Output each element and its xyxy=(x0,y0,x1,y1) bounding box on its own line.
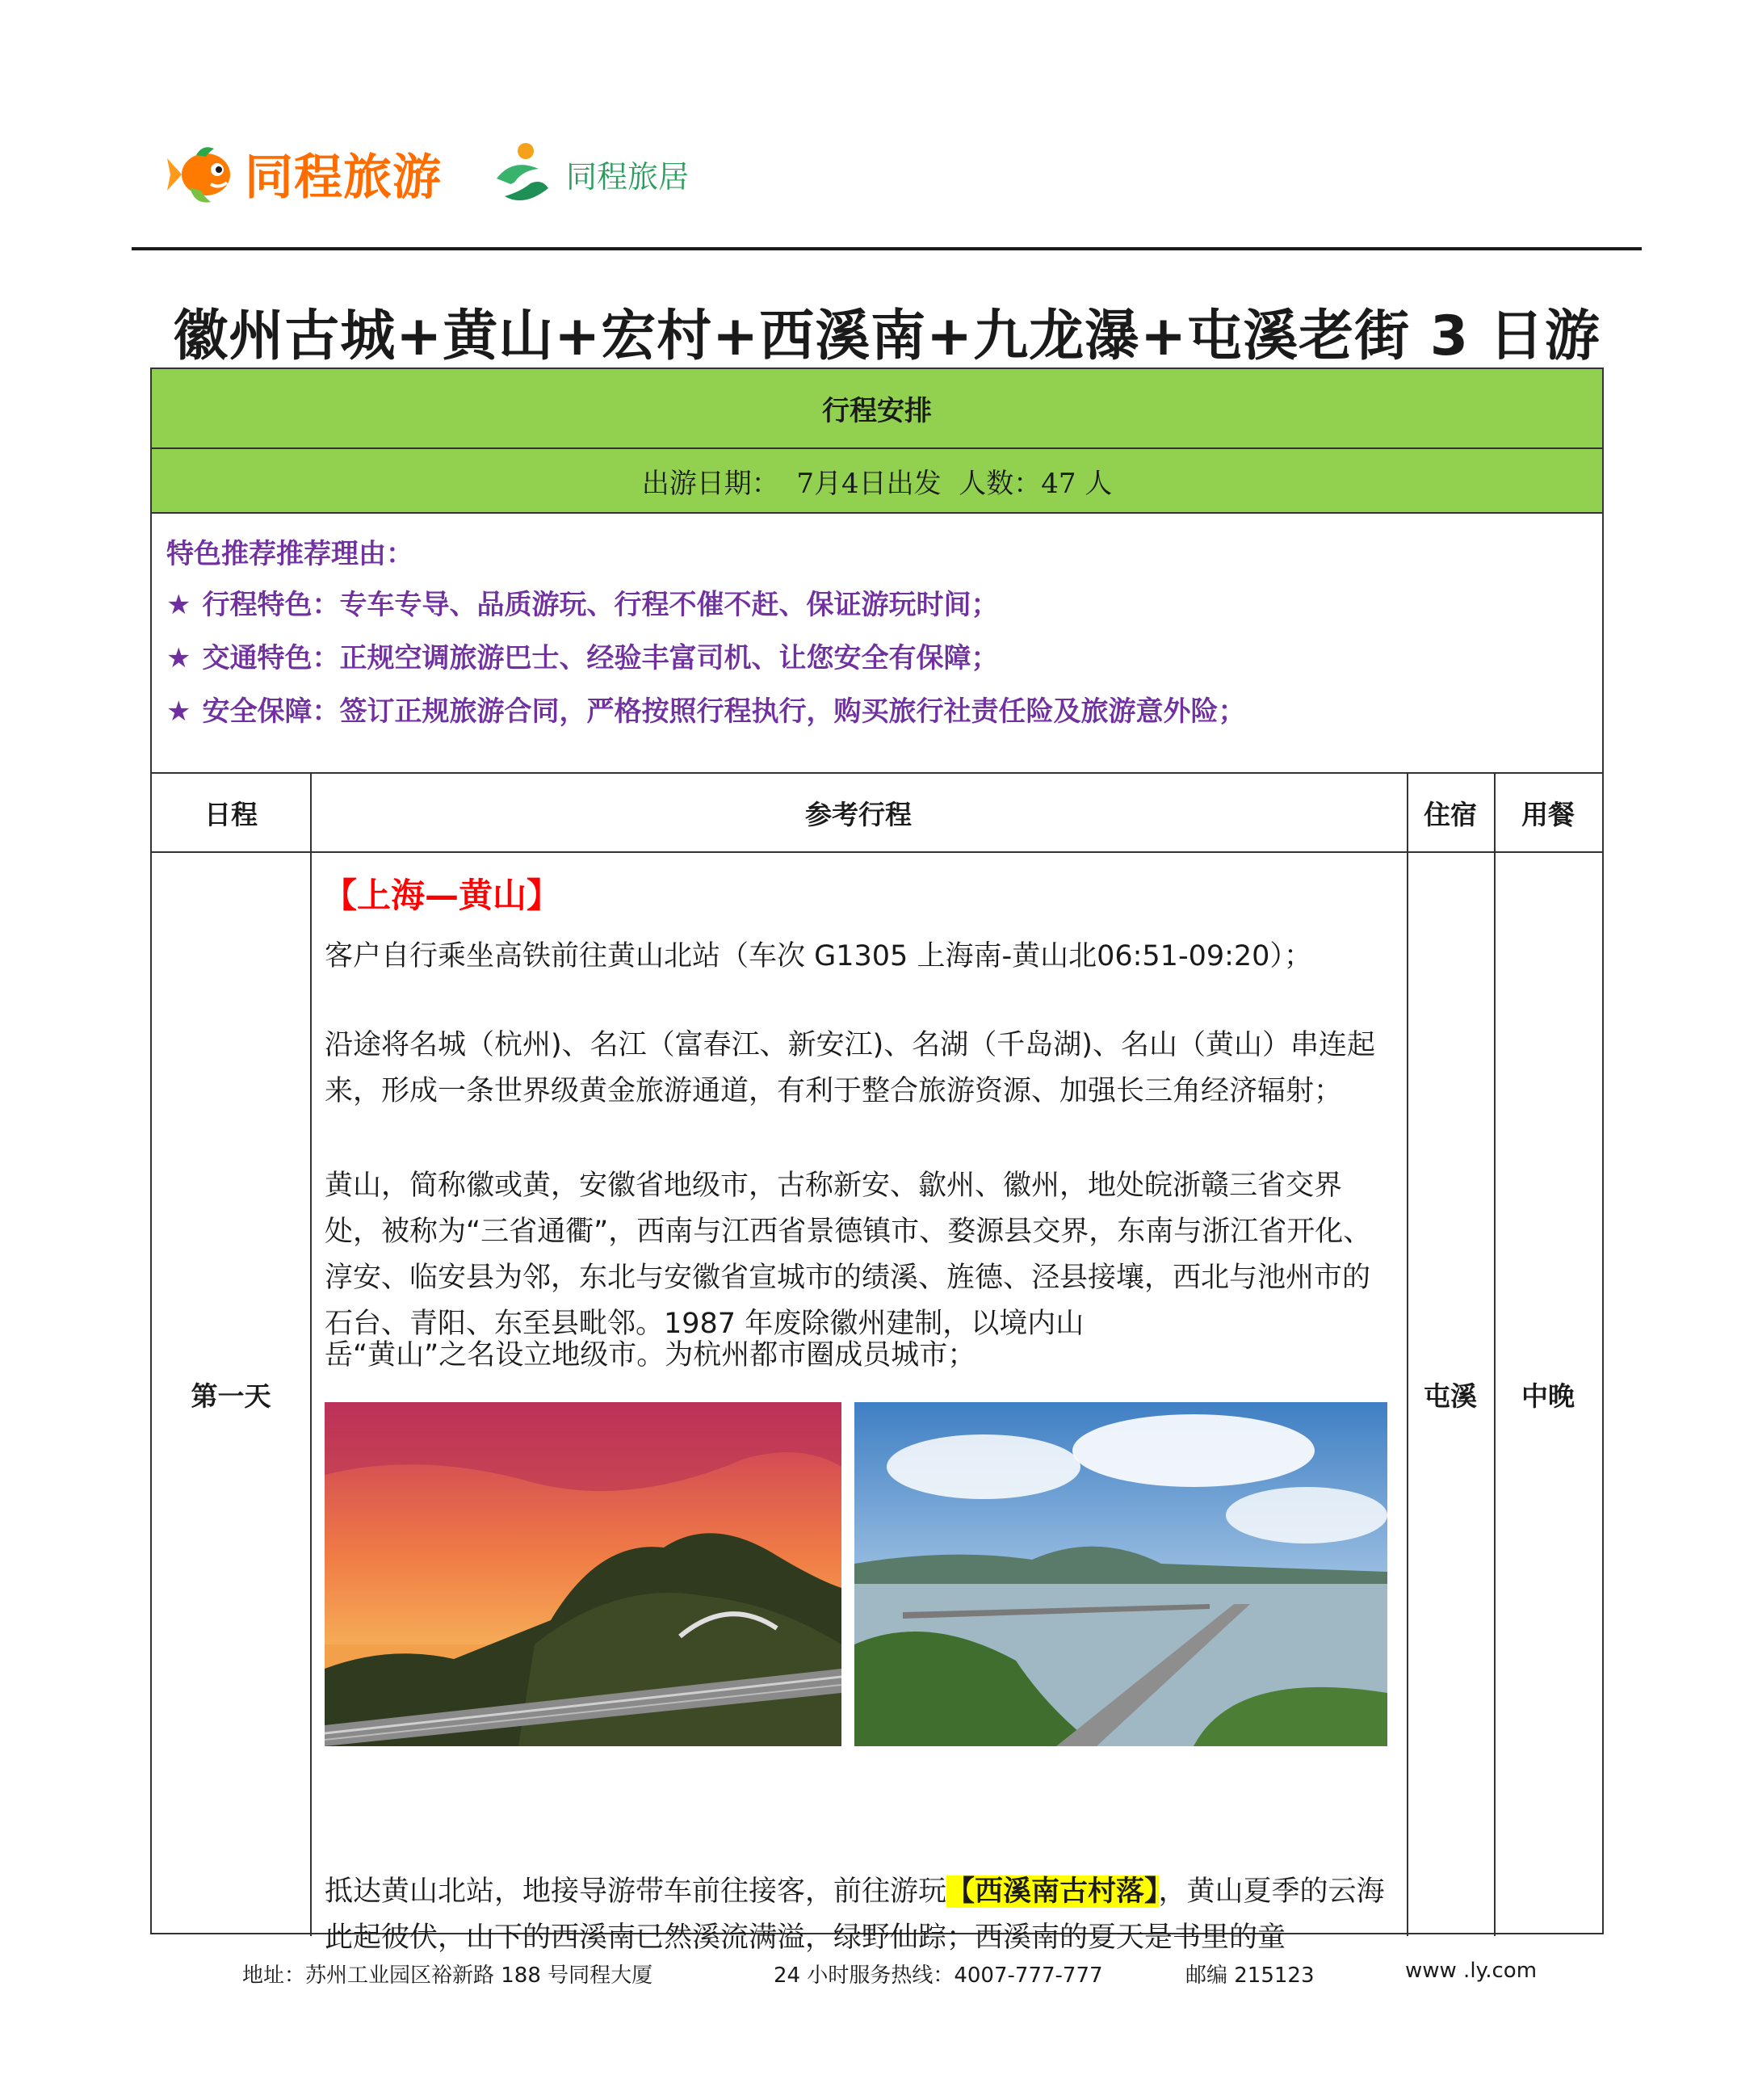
feature-item: ★ 安全保障：签订正规旅游合同，严格按照行程执行，购买旅行社责任险及旅游意外险； xyxy=(166,695,1246,728)
features-title: 特色推荐推荐理由： xyxy=(166,538,413,570)
star-icon: ★ xyxy=(166,695,191,728)
lodging-value: 屯溪 xyxy=(1424,1380,1477,1412)
attraction-highlight: 【西溪南古村落】 xyxy=(946,1875,1159,1908)
itinerary-paragraph: 岳“黄山”之名设立地级市。为杭州都市圈成员城市； xyxy=(325,1339,976,1371)
footer-hotline: 24 小时服务热线：4007-777-777 xyxy=(774,1964,1103,1988)
column-header-itinerary: 参考行程 xyxy=(805,798,912,830)
day-route-title: 【上海—黄山】 xyxy=(323,876,561,915)
page-title: 徽州古城+黄山+宏村+西溪南+九龙瀑+屯溪老街 3 日游 xyxy=(173,304,1601,368)
travel-date-info: 出游日期： 7月4日出发 人数：47 人 xyxy=(641,467,1113,500)
meals-cell xyxy=(1494,853,1602,1936)
tongcheng-travel-logo xyxy=(166,133,456,214)
itinerary-cell xyxy=(310,853,1407,1954)
itinerary-paragraph: 黄山，简称徽或黄，安徽省地级市，古称新安、歙州、徽州，地处皖浙赣三省交界处，被称为“三省通衢”，西南与江西省景德镇市、婺源县交界，东南与浙江省开化、淳安、临安县为邻，东北与安徽省宣城市的绩溪、旌德、泾县接壤，西北与池州市的石台、青阳、东至县毗邻。1987 年废除徽州建制，以境内山 xyxy=(325,1170,1372,1340)
day-label-cell xyxy=(152,853,310,1936)
features-section xyxy=(152,514,1602,774)
itinerary-paragraph: 沿途将名城（杭州)、名江（富春江、新安江)、名湖（千岛湖)、名山（黄山）串连起来，形成一条世界级黄金旅游通道，有利于整合旅游资源、加强长三角经济辐射； xyxy=(325,1029,1375,1107)
column-header-day: 日程 xyxy=(204,798,258,830)
feature-item: ★ 行程特色：专车专导、品质游玩、行程不催不赶、保证游玩时间； xyxy=(166,589,999,621)
column-header-row xyxy=(152,774,1602,853)
itinerary-table xyxy=(150,368,1604,1954)
day-label: 第一天 xyxy=(191,1380,271,1412)
lvju-logo-text: 同程旅居 xyxy=(566,158,690,195)
lake-bridge-photo xyxy=(854,1402,1387,1746)
arrangement-label: 行程安排 xyxy=(822,395,932,427)
arrangement-header-row xyxy=(152,369,1602,449)
fish-logo-icon xyxy=(166,137,240,210)
header-divider xyxy=(132,247,1642,250)
itinerary-paragraph: 抵达黄山北站，地接导游带车前往接客，前往游玩【西溪南古村落】，黄山夏季的云海此起彼伏，山下的西溪南已然溪流满溢，绿野仙踪；西溪南的夏天是书里的童 xyxy=(325,1875,1385,1954)
footer-address: 地址：苏州工业园区裕新路 188 号同程大厦 xyxy=(242,1964,653,1988)
meals-value: 中晚 xyxy=(1521,1380,1575,1412)
column-header-lodging: 住宿 xyxy=(1424,798,1477,830)
itinerary-paragraph: 客户自行乘坐高铁前往黄山北站（车次 G1305 上海南-黄山北06:51-09:20）； xyxy=(325,940,1312,972)
lodging-cell xyxy=(1407,853,1494,1936)
tongcheng-lvju-logo xyxy=(489,133,731,214)
star-icon: ★ xyxy=(166,589,191,621)
star-icon: ★ xyxy=(166,642,191,674)
column-header-meals: 用餐 xyxy=(1521,798,1575,830)
footer-postcode: 邮编 215123 xyxy=(1185,1964,1315,1988)
lvju-logo-icon xyxy=(489,138,560,209)
feature-item: ★ 交通特色：正规空调旅游巴士、经验丰富司机、让您安全有保障； xyxy=(166,642,999,674)
tongcheng-logo-text: 同程旅游 xyxy=(245,149,442,206)
sunset-railway-photo xyxy=(325,1402,841,1746)
day1-row xyxy=(152,853,1602,1954)
date-row xyxy=(152,449,1602,514)
footer-website[interactable]: www .ly.com xyxy=(1405,1959,1538,1983)
